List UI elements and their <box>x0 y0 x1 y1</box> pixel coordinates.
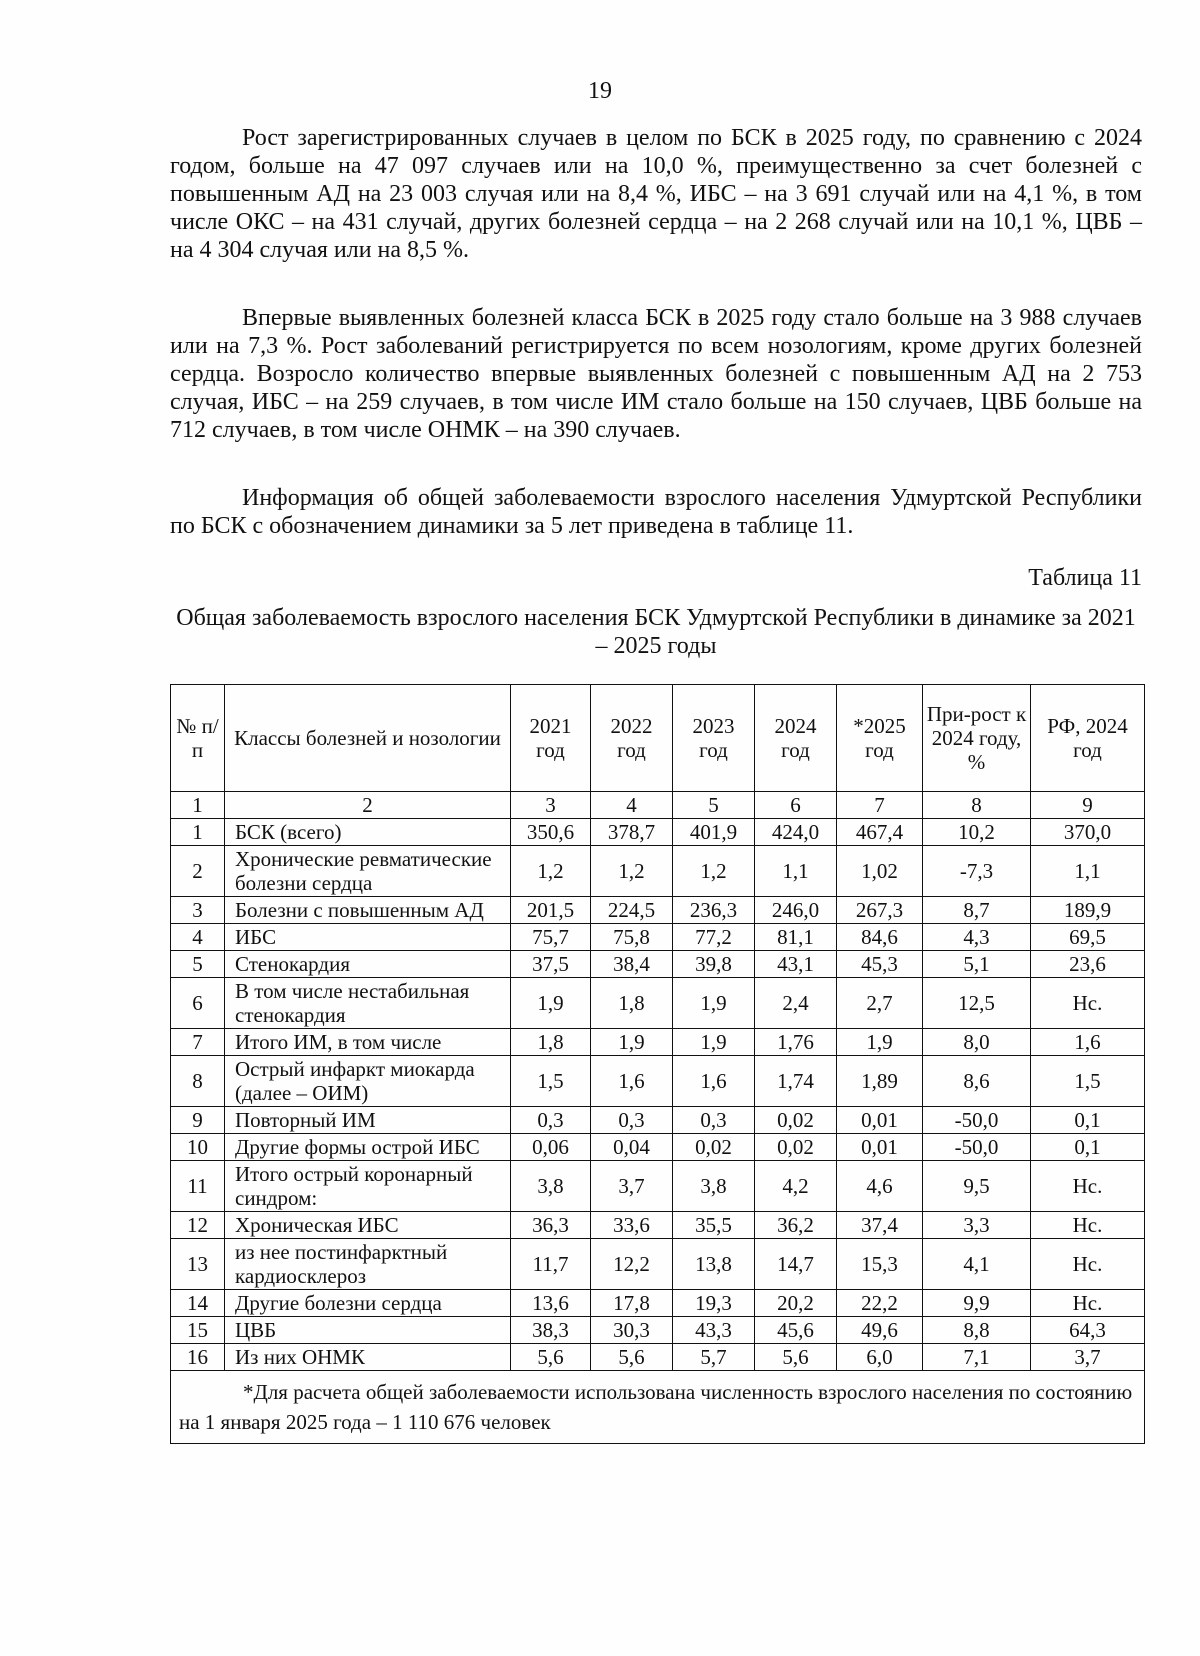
value-cell: 77,2 <box>673 924 755 951</box>
value-cell: 0,06 <box>511 1134 591 1161</box>
value-cell: Нс. <box>1031 1212 1145 1239</box>
value-cell: 1,5 <box>1031 1056 1145 1107</box>
value-cell: 4,6 <box>837 1161 923 1212</box>
value-cell: 1,9 <box>673 978 755 1029</box>
row-number-cell: 8 <box>171 1056 225 1107</box>
paragraph: Рост зарегистрированных случаев в целом по БСК в 2025 году, по сравнению с 2024 годом, больше на 47 097 случаев или на 10,0 %, преимущественно за счет болезней с повышенным АД на 23 003 случая или на 8,4 %, ИБС – на 3 691 случай или на 4,1 %, в том числе ОКС – на 431 случай, других болезней сердца – на 2 268 случай или на 10,1 %, ЦВБ – на 4 304 случая или на 8,5 %. <box>170 125 1142 263</box>
value-cell: 246,0 <box>755 897 837 924</box>
value-cell: 7,1 <box>923 1344 1031 1371</box>
row-number-cell: 1 <box>171 819 225 846</box>
value-cell: 189,9 <box>1031 897 1145 924</box>
value-cell: 45,3 <box>837 951 923 978</box>
disease-name-cell: Хроническая ИБС <box>225 1212 511 1239</box>
column-header: 2021 год <box>511 685 591 792</box>
column-number: 2 <box>225 792 511 819</box>
value-cell: 1,6 <box>1031 1029 1145 1056</box>
value-cell: 12,5 <box>923 978 1031 1029</box>
disease-name-cell: ЦВБ <box>225 1317 511 1344</box>
value-cell: 84,6 <box>837 924 923 951</box>
value-cell: 39,8 <box>673 951 755 978</box>
table-row <box>171 924 1145 951</box>
column-header: 2022 год <box>591 685 673 792</box>
value-cell: -7,3 <box>923 846 1031 897</box>
value-cell: 2,7 <box>837 978 923 1029</box>
value-cell: 3,3 <box>923 1212 1031 1239</box>
table-row <box>171 819 1145 846</box>
value-cell: 3,8 <box>511 1161 591 1212</box>
value-cell: 8,6 <box>923 1056 1031 1107</box>
value-cell: 3,7 <box>591 1161 673 1212</box>
value-cell: 424,0 <box>755 819 837 846</box>
value-cell: 37,5 <box>511 951 591 978</box>
value-cell: 0,01 <box>837 1107 923 1134</box>
value-cell: 36,3 <box>511 1212 591 1239</box>
value-cell: 1,74 <box>755 1056 837 1107</box>
value-cell: 267,3 <box>837 897 923 924</box>
table-row <box>171 1107 1145 1134</box>
value-cell: 19,3 <box>673 1290 755 1317</box>
value-cell: Нс. <box>1031 1161 1145 1212</box>
disease-name-cell: Из них ОНМК <box>225 1344 511 1371</box>
column-number: 3 <box>511 792 591 819</box>
table-footnote-row <box>171 1371 1145 1444</box>
value-cell: 81,1 <box>755 924 837 951</box>
paragraph: Информация об общей заболеваемости взрослого населения Удмуртской Республики по БСК с обозначением динамики за 5 лет приведена в таблице 11. <box>170 485 1142 539</box>
disease-name-cell: ИБС <box>225 924 511 951</box>
table-row <box>171 846 1145 897</box>
disease-name-cell: Острый инфаркт миокарда (далее – ОИМ) <box>225 1056 511 1107</box>
column-number: 6 <box>755 792 837 819</box>
column-header: *2025 год <box>837 685 923 792</box>
column-header: № п/п <box>171 685 225 792</box>
table-row <box>171 951 1145 978</box>
table-caption: Таблица 11 <box>1028 565 1142 591</box>
value-cell: 0,02 <box>755 1134 837 1161</box>
table-row <box>171 1239 1145 1290</box>
value-cell: 2,4 <box>755 978 837 1029</box>
value-cell: 3,8 <box>673 1161 755 1212</box>
table-row <box>171 1344 1145 1371</box>
value-cell: 8,0 <box>923 1029 1031 1056</box>
value-cell: 5,7 <box>673 1344 755 1371</box>
value-cell: 0,3 <box>511 1107 591 1134</box>
row-number-cell: 13 <box>171 1239 225 1290</box>
value-cell: 1,8 <box>591 978 673 1029</box>
value-cell: 3,7 <box>1031 1344 1145 1371</box>
value-cell: 201,5 <box>511 897 591 924</box>
value-cell: 45,6 <box>755 1317 837 1344</box>
value-cell: -50,0 <box>923 1134 1031 1161</box>
table-row <box>171 1029 1145 1056</box>
value-cell: 1,9 <box>837 1029 923 1056</box>
disease-name-cell: В том числе нестабильная стенокардия <box>225 978 511 1029</box>
column-number-row <box>171 792 1145 819</box>
disease-name-cell: из нее постинфарктный кардиосклероз <box>225 1239 511 1290</box>
value-cell: 378,7 <box>591 819 673 846</box>
value-cell: 9,9 <box>923 1290 1031 1317</box>
value-cell: Нс. <box>1031 1290 1145 1317</box>
value-cell: 1,02 <box>837 846 923 897</box>
row-number-cell: 2 <box>171 846 225 897</box>
value-cell: 1,2 <box>591 846 673 897</box>
table-footnote <box>171 1371 1145 1444</box>
value-cell: 36,2 <box>755 1212 837 1239</box>
value-cell: 1,6 <box>673 1056 755 1107</box>
value-cell: 1,1 <box>755 846 837 897</box>
column-number: 9 <box>1031 792 1145 819</box>
value-cell: 20,2 <box>755 1290 837 1317</box>
value-cell: 6,0 <box>837 1344 923 1371</box>
value-cell: 23,6 <box>1031 951 1145 978</box>
disease-name-cell: Итого острый коронарный синдром: <box>225 1161 511 1212</box>
morbidity-table <box>170 684 1145 1444</box>
value-cell: 9,5 <box>923 1161 1031 1212</box>
value-cell: 43,1 <box>755 951 837 978</box>
value-cell: 38,3 <box>511 1317 591 1344</box>
page-number: 19 <box>588 78 612 104</box>
value-cell: 1,89 <box>837 1056 923 1107</box>
value-cell: 13,6 <box>511 1290 591 1317</box>
value-cell: 224,5 <box>591 897 673 924</box>
value-cell: 75,7 <box>511 924 591 951</box>
table-header-row <box>171 685 1145 792</box>
value-cell: 10,2 <box>923 819 1031 846</box>
row-number-cell: 7 <box>171 1029 225 1056</box>
value-cell: 0,02 <box>673 1134 755 1161</box>
row-number-cell: 15 <box>171 1317 225 1344</box>
row-number-cell: 12 <box>171 1212 225 1239</box>
column-header: 2023 год <box>673 685 755 792</box>
column-number: 1 <box>171 792 225 819</box>
value-cell: 370,0 <box>1031 819 1145 846</box>
value-cell: 8,8 <box>923 1317 1031 1344</box>
row-number-cell: 14 <box>171 1290 225 1317</box>
value-cell: 37,4 <box>837 1212 923 1239</box>
table-row <box>171 1290 1145 1317</box>
disease-name-cell: Повторный ИМ <box>225 1107 511 1134</box>
value-cell: 13,8 <box>673 1239 755 1290</box>
value-cell: 0,3 <box>673 1107 755 1134</box>
value-cell: 350,6 <box>511 819 591 846</box>
row-number-cell: 9 <box>171 1107 225 1134</box>
table-row <box>171 1161 1145 1212</box>
disease-name-cell: БСК (всего) <box>225 819 511 846</box>
value-cell: 1,9 <box>673 1029 755 1056</box>
disease-name-cell: Другие болезни сердца <box>225 1290 511 1317</box>
value-cell: 5,6 <box>755 1344 837 1371</box>
value-cell: 5,6 <box>511 1344 591 1371</box>
value-cell: 1,9 <box>591 1029 673 1056</box>
footnote-text: *Для расчета общей заболеваемости использована численность взрослого населения по состоянию на 1 января 2025 года – 1 110 676 человек <box>179 1380 1133 1434</box>
value-cell: 0,01 <box>837 1134 923 1161</box>
value-cell: 467,4 <box>837 819 923 846</box>
value-cell: 4,2 <box>755 1161 837 1212</box>
value-cell: -50,0 <box>923 1107 1031 1134</box>
value-cell: 33,6 <box>591 1212 673 1239</box>
disease-name-cell: Стенокардия <box>225 951 511 978</box>
row-number-cell: 3 <box>171 897 225 924</box>
column-header: РФ, 2024 год <box>1031 685 1145 792</box>
value-cell: 1,1 <box>1031 846 1145 897</box>
value-cell: 14,7 <box>755 1239 837 1290</box>
value-cell: 4,3 <box>923 924 1031 951</box>
column-header: 2024 год <box>755 685 837 792</box>
column-number: 7 <box>837 792 923 819</box>
table-body <box>171 792 1145 1371</box>
value-cell: 1,2 <box>673 846 755 897</box>
table-row <box>171 978 1145 1029</box>
value-cell: Нс. <box>1031 1239 1145 1290</box>
disease-name-cell: Хронические ревматические болезни сердца <box>225 846 511 897</box>
column-header: При-рост к 2024 году, % <box>923 685 1031 792</box>
value-cell: 0,1 <box>1031 1134 1145 1161</box>
value-cell: 49,6 <box>837 1317 923 1344</box>
value-cell: 43,3 <box>673 1317 755 1344</box>
value-cell: 38,4 <box>591 951 673 978</box>
value-cell: 75,8 <box>591 924 673 951</box>
value-cell: 1,76 <box>755 1029 837 1056</box>
value-cell: 1,5 <box>511 1056 591 1107</box>
value-cell: 22,2 <box>837 1290 923 1317</box>
value-cell: 30,3 <box>591 1317 673 1344</box>
value-cell: 401,9 <box>673 819 755 846</box>
value-cell: 1,9 <box>511 978 591 1029</box>
row-number-cell: 6 <box>171 978 225 1029</box>
disease-name-cell: Другие формы острой ИБС <box>225 1134 511 1161</box>
value-cell: 11,7 <box>511 1239 591 1290</box>
value-cell: 64,3 <box>1031 1317 1145 1344</box>
column-number: 8 <box>923 792 1031 819</box>
value-cell: 4,1 <box>923 1239 1031 1290</box>
table-row <box>171 897 1145 924</box>
value-cell: 15,3 <box>837 1239 923 1290</box>
row-number-cell: 16 <box>171 1344 225 1371</box>
value-cell: 236,3 <box>673 897 755 924</box>
column-header: Классы болезней и нозологии <box>225 685 511 792</box>
row-number-cell: 4 <box>171 924 225 951</box>
row-number-cell: 11 <box>171 1161 225 1212</box>
value-cell: 1,6 <box>591 1056 673 1107</box>
row-number-cell: 10 <box>171 1134 225 1161</box>
column-number: 4 <box>591 792 673 819</box>
value-cell: 35,5 <box>673 1212 755 1239</box>
value-cell: 69,5 <box>1031 924 1145 951</box>
disease-name-cell: Болезни с повышенным АД <box>225 897 511 924</box>
disease-name-cell: Итого ИМ, в том числе <box>225 1029 511 1056</box>
value-cell: 17,8 <box>591 1290 673 1317</box>
table-row <box>171 1317 1145 1344</box>
table-row <box>171 1056 1145 1107</box>
value-cell: 0,02 <box>755 1107 837 1134</box>
value-cell: 1,2 <box>511 846 591 897</box>
value-cell: 0,3 <box>591 1107 673 1134</box>
row-number-cell: 5 <box>171 951 225 978</box>
value-cell: 5,1 <box>923 951 1031 978</box>
paragraph: Впервые выявленных болезней класса БСК в 2025 году стало больше на 3 988 случаев или на 7,3 %. Рост заболеваний регистрируется по всем нозологиям, кроме других болезней сердца. Возросло количество впервые выявленных болезней с повышенным АД на 2 753 случая, ИБС – на 259 случаев, в том числе ИМ стало больше на 150 случаев, ЦВБ больше на 712 случаев, в том числе ОНМК – на 390 случаев. <box>170 305 1142 443</box>
value-cell: 0,1 <box>1031 1107 1145 1134</box>
value-cell: 0,04 <box>591 1134 673 1161</box>
value-cell: 5,6 <box>591 1344 673 1371</box>
table-row <box>171 1134 1145 1161</box>
value-cell: 1,8 <box>511 1029 591 1056</box>
value-cell: Нс. <box>1031 978 1145 1029</box>
value-cell: 12,2 <box>591 1239 673 1290</box>
column-number: 5 <box>673 792 755 819</box>
value-cell: 8,7 <box>923 897 1031 924</box>
table-title: Общая заболеваемость взрослого населения БСК Удмуртской Республики в динамике за 2021 – 2025 годы <box>176 605 1136 659</box>
table-row <box>171 1212 1145 1239</box>
